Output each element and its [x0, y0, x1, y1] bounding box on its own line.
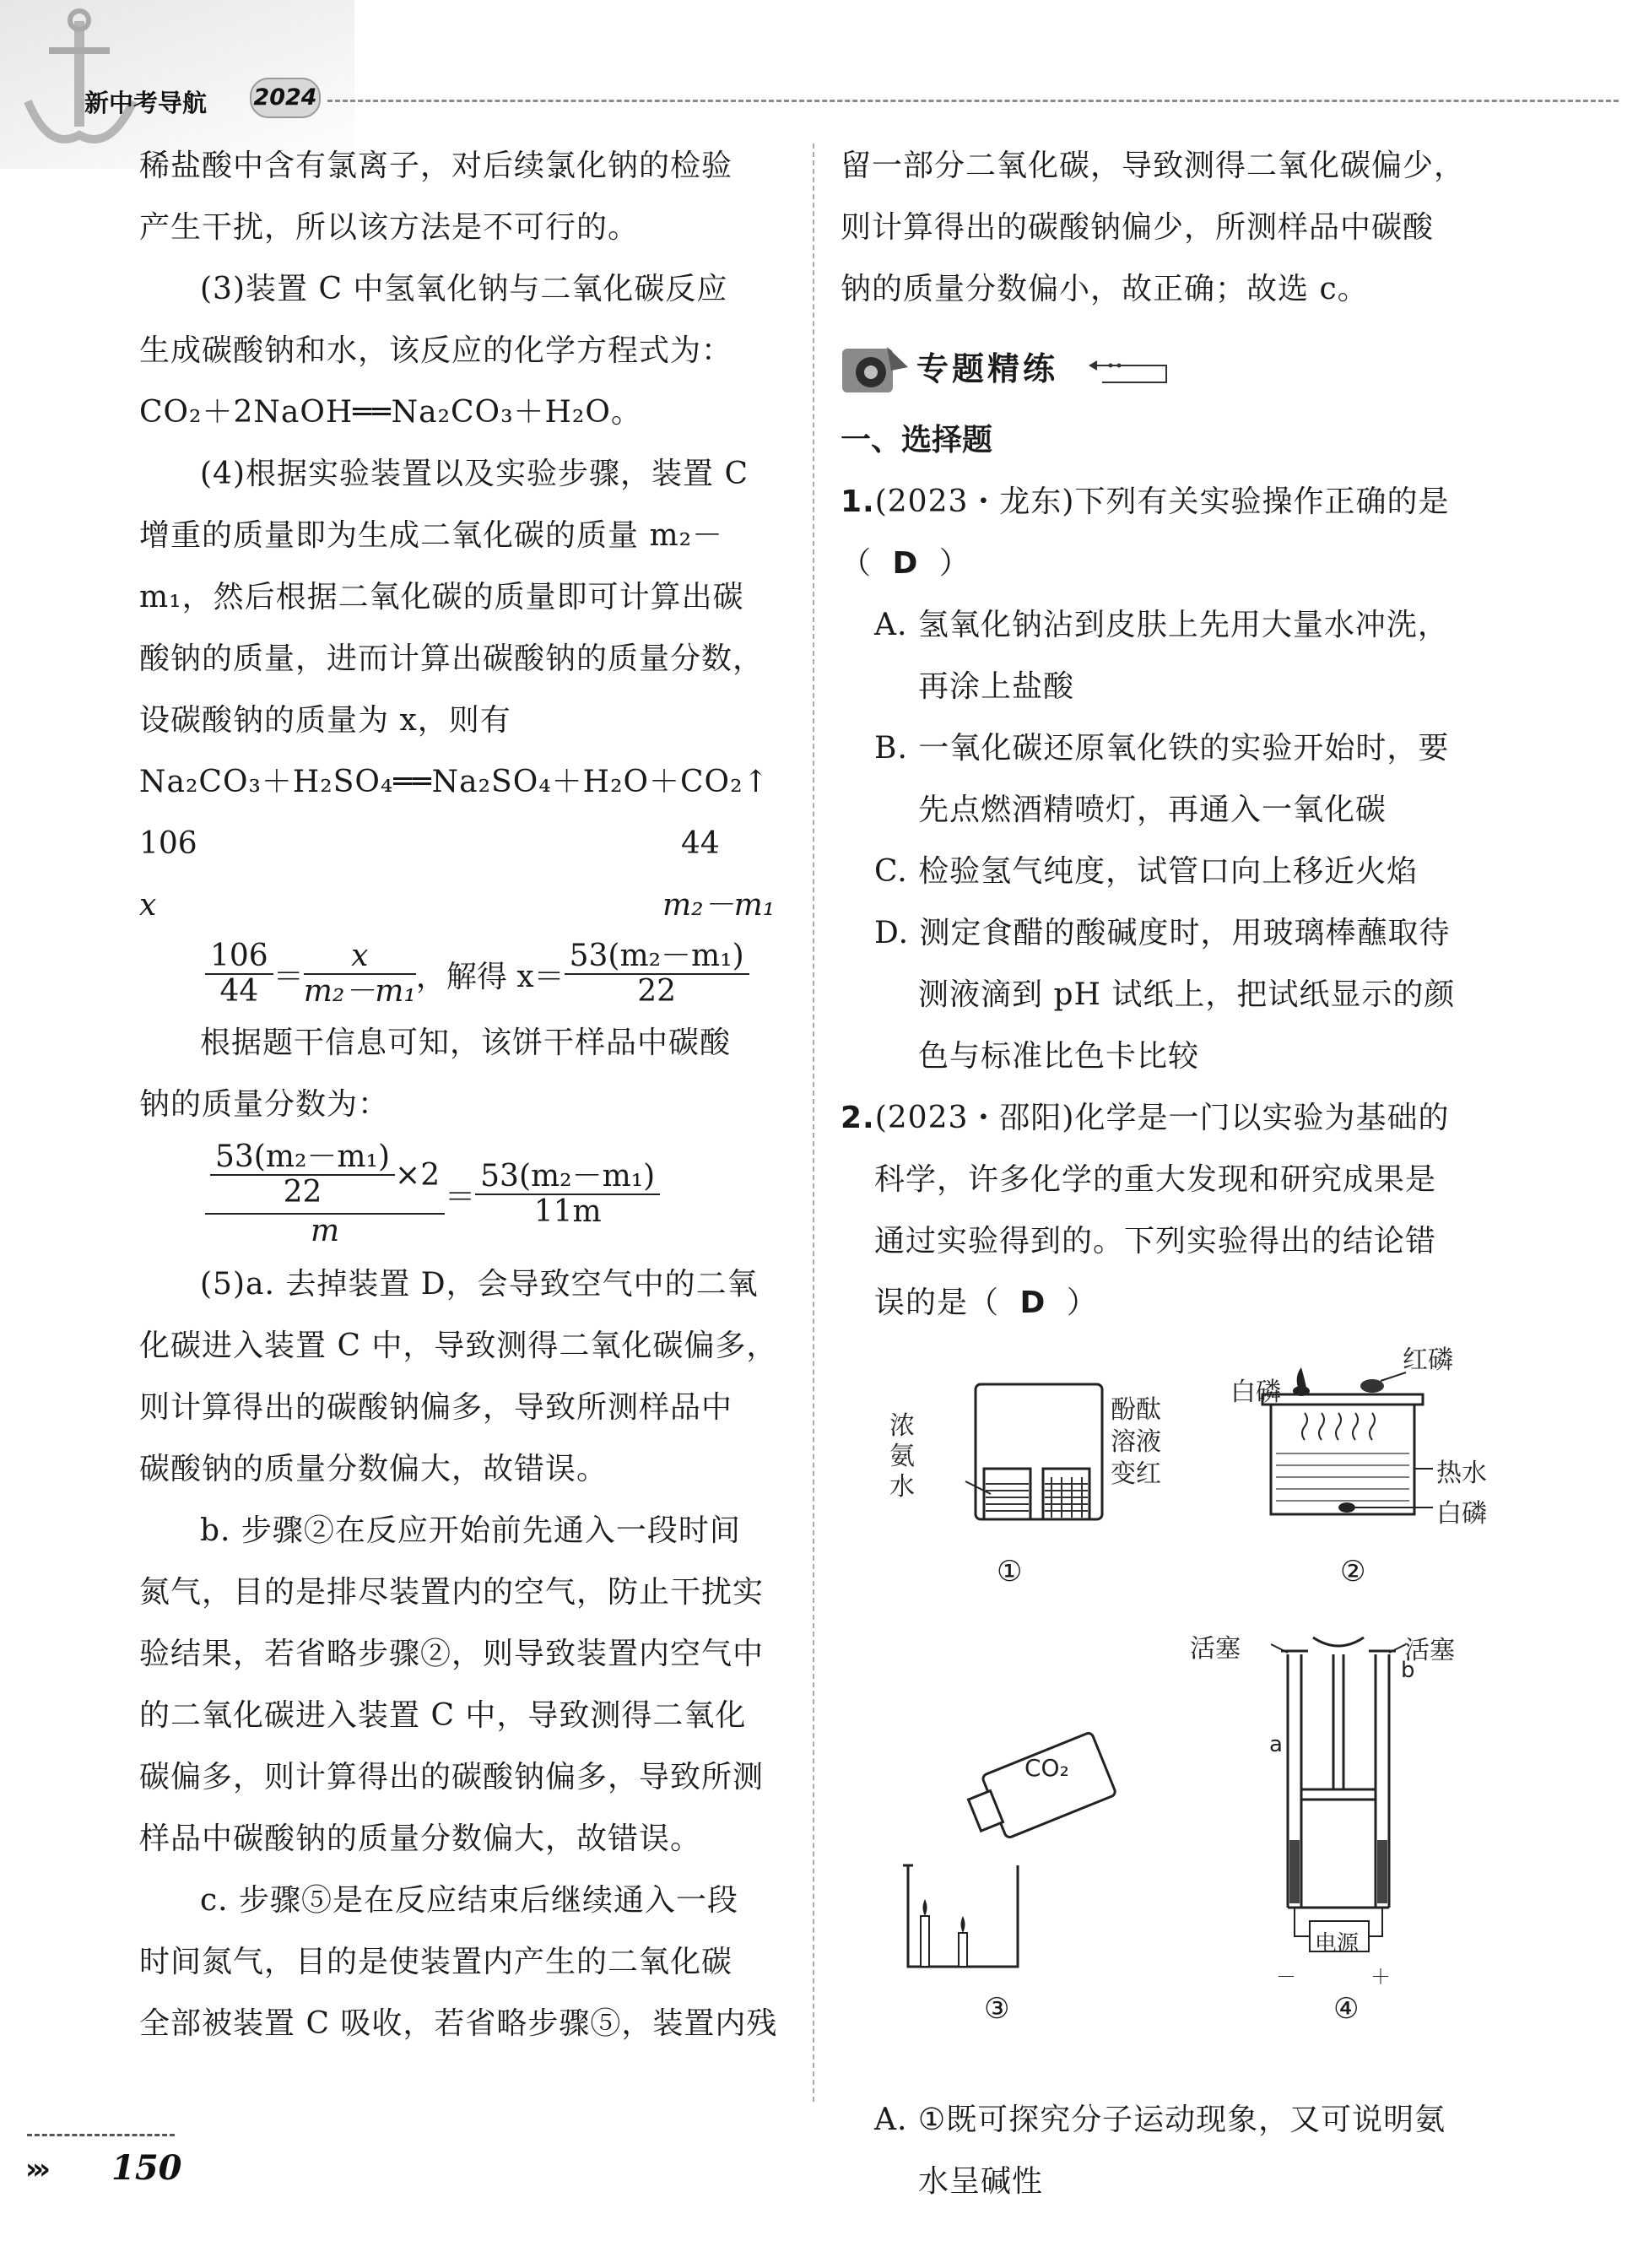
- figure-2-number: ②: [1340, 1555, 1366, 1589]
- text-line: b. 步骤②在反应开始前先通入一段时间: [200, 1513, 741, 1548]
- answer-letter: D: [892, 546, 919, 581]
- mass-right: 44: [681, 826, 720, 861]
- question-2-stem: 2.(2023・邵阳)化学是一门以实验为基础的: [841, 1101, 1450, 1135]
- text-line: 稀盐酸中含有氯离子，对后续氯化钠的检验: [139, 149, 733, 183]
- text-line: 时间氮气，目的是使装置内产生的二氧化碳: [139, 1945, 733, 1979]
- fraction: $\frac{\text{53(m₂－m₁)}}{22}$: [565, 939, 749, 1009]
- fraction: $\frac{x}{\text{m₂－m₁}}$: [303, 939, 416, 1009]
- figure-4-right-valve: 活塞: [1404, 1636, 1455, 1665]
- option-d-cont: 色与标准比色卡比较: [918, 1039, 1200, 1074]
- page-number: 150: [111, 2148, 182, 2188]
- figure-4-tube-a: a: [1269, 1732, 1283, 1757]
- text-line: 验结果，若省略步骤②，则导致装置内空气中: [139, 1637, 765, 1671]
- text-line: 增重的质量即为生成二氧化碳的质量 m₂－: [139, 518, 724, 553]
- figure-3-number: ③: [984, 1992, 1010, 2026]
- column-divider: [813, 143, 814, 2102]
- text-line: 留一部分二氧化碳，导致测得二氧化碳偏少，: [841, 149, 1466, 183]
- chevron-arrows-icon: ›››: [25, 2152, 46, 2186]
- text-line: (4)根据实验装置以及实验步骤，装置 C: [200, 457, 749, 491]
- text-line: 钠的质量分数为：: [139, 1087, 390, 1122]
- figure-1-left-label: 浓 氨 水: [889, 1411, 915, 1502]
- option-b: B. 一氧化碳还原氧化铁的实验开始时，要: [874, 731, 1450, 766]
- text-line: 全部被装置 C 吸收，若省略步骤⑤，装置内残: [139, 2006, 778, 2041]
- text-line: 碳偏多，则计算得出的碳酸钠偏多，导致所测: [139, 1760, 765, 1794]
- footer-rule: [27, 2134, 175, 2136]
- text-line: 生成碳酸钠和水，该反应的化学方程式为：: [139, 333, 733, 368]
- section-banner: [841, 325, 1500, 409]
- option-a-cont: 水呈碱性: [918, 2164, 1044, 2199]
- text-line: 通过实验得到的。下列实验得出的结论错: [874, 1224, 1437, 1258]
- text-line: (5)a. 去掉装置 D，会导致空气中的二氧: [200, 1267, 759, 1302]
- banner-title: 专题精练: [916, 350, 1059, 387]
- option-a: A. 氢氧化钠沾到皮肤上先用大量水冲洗，: [874, 608, 1449, 642]
- text-line: m₁，然后根据二氧化碳的质量即可计算出碳: [139, 580, 744, 614]
- mass-left: 106: [139, 826, 197, 861]
- text-line: 氮气，目的是排尽装置内的空气，防止干扰实: [139, 1575, 765, 1610]
- figure-4-minus: －: [1276, 1965, 1296, 1989]
- option-a-cont: 再涂上盐酸: [918, 669, 1075, 704]
- option-b-cont: 先点燃酒精喷灯，再通入一氧化碳: [918, 793, 1387, 827]
- figure-4-plus: ＋: [1370, 1965, 1391, 1989]
- var-right: m₂－m₁: [662, 888, 776, 923]
- header-rule: [327, 100, 1619, 102]
- text-line: 样品中碳酸钠的质量分数偏大，故错误。: [139, 1821, 702, 1856]
- text-line: 根据题干信息可知，该饼干样品中碳酸: [200, 1026, 732, 1060]
- figure-1-number: ①: [997, 1555, 1023, 1589]
- var-left: x: [139, 888, 157, 923]
- fraction: $\frac{\text{53(m₂－m₁)}}{11m}$: [475, 1160, 660, 1229]
- option-c: C. 检验氢气纯度，试管口向上移近火焰: [874, 854, 1419, 889]
- arrow-decoration-icon: [1085, 354, 1170, 387]
- text-line: 科学，许多化学的重大发现和研究成果是: [874, 1162, 1437, 1197]
- figure-3-gas-label: CO₂: [1024, 1754, 1069, 1782]
- figure-4-power-supply: 电源: [1315, 1931, 1360, 1957]
- left-column: [139, 135, 793, 2054]
- text-line: c. 步骤⑤是在反应结束后继续通入一段: [200, 1883, 739, 1918]
- chemical-equation: Na₂CO₃＋H₂SO₄══Na₂SO₄＋H₂O＋CO₂↑: [139, 765, 770, 799]
- answer-letter: D: [1019, 1286, 1046, 1320]
- text-line: 酸钠的质量，进而计算出碳酸钠的质量分数，: [139, 641, 765, 676]
- question-1-stem: 1.(2023・龙东)下列有关实验操作正确的是: [841, 484, 1450, 519]
- text-line: 化碳进入装置 C 中，导致测得二氧化碳偏多，: [139, 1329, 778, 1363]
- text-line: 的二氧化碳进入装置 C 中，导致测得二氧化: [139, 1698, 747, 1733]
- figure-2-white-phosphorus-top: 白磷: [1230, 1378, 1281, 1407]
- question-1-answer: （ D ）: [841, 546, 970, 581]
- figure-2-hot-water: 热水: [1436, 1459, 1487, 1488]
- text-line: 产生干扰，所以该方法是不可行的。: [139, 210, 640, 245]
- text-line: 钠的质量分数偏小，故正确；故选 c。: [841, 272, 1369, 306]
- right-column: [841, 135, 1500, 2212]
- ship-icon: [841, 342, 911, 396]
- experiment-figures: [841, 1334, 1500, 2089]
- text-line: (3)装置 C 中氢氧化钠与二氧化碳反应: [200, 272, 728, 306]
- question-number: 1.: [841, 484, 875, 519]
- section-title: 一、选择题: [841, 423, 993, 457]
- option-d: D. 测定食醋的酸碱度时，用玻璃棒蘸取待: [874, 916, 1451, 950]
- figure-2-white-phosphorus-bottom: 白磷: [1436, 1499, 1487, 1529]
- fraction: $\frac{106}{44}$: [205, 939, 273, 1009]
- question-number: 2.: [841, 1101, 875, 1135]
- variable-row: [139, 874, 793, 936]
- electrolysis-figure: [1237, 1621, 1457, 1975]
- chemical-equation: CO₂＋2NaOH══Na₂CO₃＋H₂O。: [139, 395, 642, 430]
- text-line: 碳酸钠的质量分数偏大，故错误。: [139, 1452, 608, 1486]
- figure-1-right-label: 酚酞 溶液 变红: [1111, 1395, 1161, 1489]
- figure-4-tube-b: b: [1401, 1658, 1415, 1683]
- option-a: A. ①既可探究分子运动现象，又可说明氨: [874, 2103, 1446, 2137]
- figure-2-red-phosphorus: 红磷: [1403, 1345, 1453, 1375]
- text-line: 设碳酸钠的质量为 x，则有: [139, 703, 511, 738]
- text-line: 则计算得出的碳酸钠偏多，导致所测样品中: [139, 1390, 733, 1425]
- series-title: 新中考导航: [84, 89, 208, 117]
- figure-4-left-valve: 活塞: [1190, 1634, 1241, 1664]
- ratio-equation: $\frac{106}{44}$ ＝ $\frac{x}{\text{m₂－m₁}}$ ，解得 x＝ $\frac{\text{53(m₂－m₁)}}{22}$: [205, 936, 793, 1012]
- question-2-answer: 误的是（ D ）: [874, 1286, 1098, 1320]
- molar-mass-row: [139, 813, 793, 874]
- mass-fraction-equation: $\frac{\text{53(m₂－m₁)}}{22}$ ×2 m ＝ $\frac{\text{53(m₂－m₁)}}{11m}$: [205, 1135, 793, 1253]
- year-badge: 2024: [250, 78, 321, 118]
- figure-4-number: ④: [1333, 1992, 1360, 2026]
- text-line: 则计算得出的碳酸钠偏少，所测样品中碳酸: [841, 210, 1435, 245]
- compound-fraction: $\frac{\text{53(m₂－m₁)}}{22}$ ×2 m: [205, 1140, 445, 1248]
- option-d-cont: 测液滴到 pH 试纸上，把试纸显示的颜: [918, 977, 1456, 1012]
